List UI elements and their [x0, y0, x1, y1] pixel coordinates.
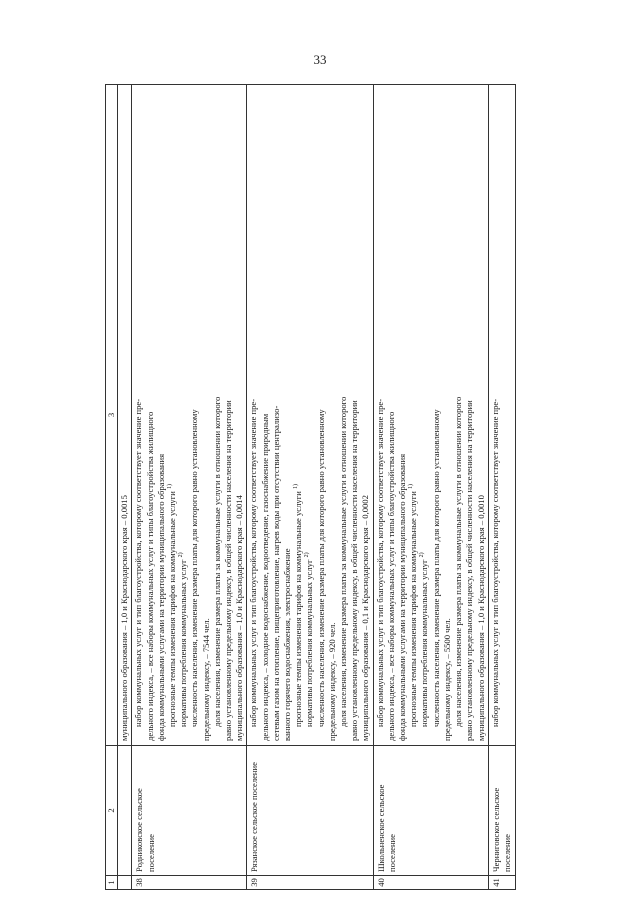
- table-row: [247, 85, 373, 890]
- continuation-text: муниципального образования – 1,0 и Краснодарского края – 0,0015: [118, 85, 132, 746]
- header-col-1: 1: [106, 876, 118, 890]
- table-row: [373, 85, 488, 890]
- settlement-name: Рязанское сельское поселение: [247, 746, 373, 876]
- continuation-row: [118, 85, 132, 890]
- row-description: набор коммунальных услуг и тип благоустройства, которому соответствует значение пре- дельного индекса, – все наборы коммунальных услуг и типы благоустройства жилищного фонда коммунальными услугами на территории муниципального образования прогнозные темпы изменения тарифов на коммунальные услуги $^{1)}$ нормативы потребления коммунальных услуг $^{2)}$ численность населения, изменение размера платы для которого равно установленному предельному индексу, – 7544 чел. доля населения, изменение размера платы за коммунальные услуги в отношении которого равно установленному предельному индексу, в общей численности населения на территории муниципального образования – 1,0 и Краснодарского края – 0,0014: [132, 85, 247, 746]
- header-col-3: 3: [106, 85, 118, 746]
- tariff-table: [105, 84, 516, 890]
- row-number: 40: [373, 876, 488, 890]
- header-col-2: 2: [106, 746, 118, 876]
- table-header-row: [106, 85, 118, 890]
- table-row: [132, 85, 247, 890]
- page-number: 33: [313, 52, 327, 67]
- settlement-name: Школьненское сельское поселение: [373, 746, 488, 876]
- row-number: 41: [488, 876, 515, 890]
- settlement-name: Черниговское сельское поселение: [488, 746, 515, 876]
- table-row: [488, 85, 515, 890]
- row-number: 39: [247, 876, 373, 890]
- row-description: набор коммунальных услуг и тип благоустройства, которому соответствует значение пре- дельного индекса, – холодное водоснабжение, водоотведение, газоснабжение природным сетевым газом на отопление, пищеприготовление, нагрев воды при отсутствии централизо- ванного горячего водоснабжения, электроснабжение прогнозные темпы изменения тарифов на коммунальные услуги $^{1)}$ нормативы потребления коммунальных услуг $^{2)}$ численность населения, изменение размера платы для которого равно установленному предельному индексу, – 920 чел. доля населения, изменение размера платы за коммунальные услуги в отношении которого равно установленному предельному индексу, в общей численности населения на территории муниципального образования – 0,1 и Краснодарского края – 0,0002: [247, 85, 373, 746]
- rotated-table-container: [105, 85, 575, 890]
- row-number: 38: [132, 876, 247, 890]
- settlement-name: Родниковское сельское поселение: [132, 746, 247, 876]
- row-description: набор коммунальных услуг и тип благоустройства, которому соответствует значение пре- дельного индекса, – все наборы коммунальных услуг и типы благоустройства жилищного фонда коммунальными услугами на территории муниципального образования прогнозные темпы изменения тарифов на коммунальные услуги $^{1)}$ нормативы потребления коммунальных услуг $^{2)}$ численность населения, изменение размера платы для которого равно установленному предельному индексу, – 5500 чел. доля населения, изменение размера платы за коммунальные услуги в отношении которого равно установленному предельному индексу, в общей численности населения на территории муниципального образования – 1,0 и Краснодарского края – 0,0010: [373, 85, 488, 746]
- row-description: набор коммунальных услуг и тип благоустройства, которому соответствует значение пре-: [488, 85, 515, 746]
